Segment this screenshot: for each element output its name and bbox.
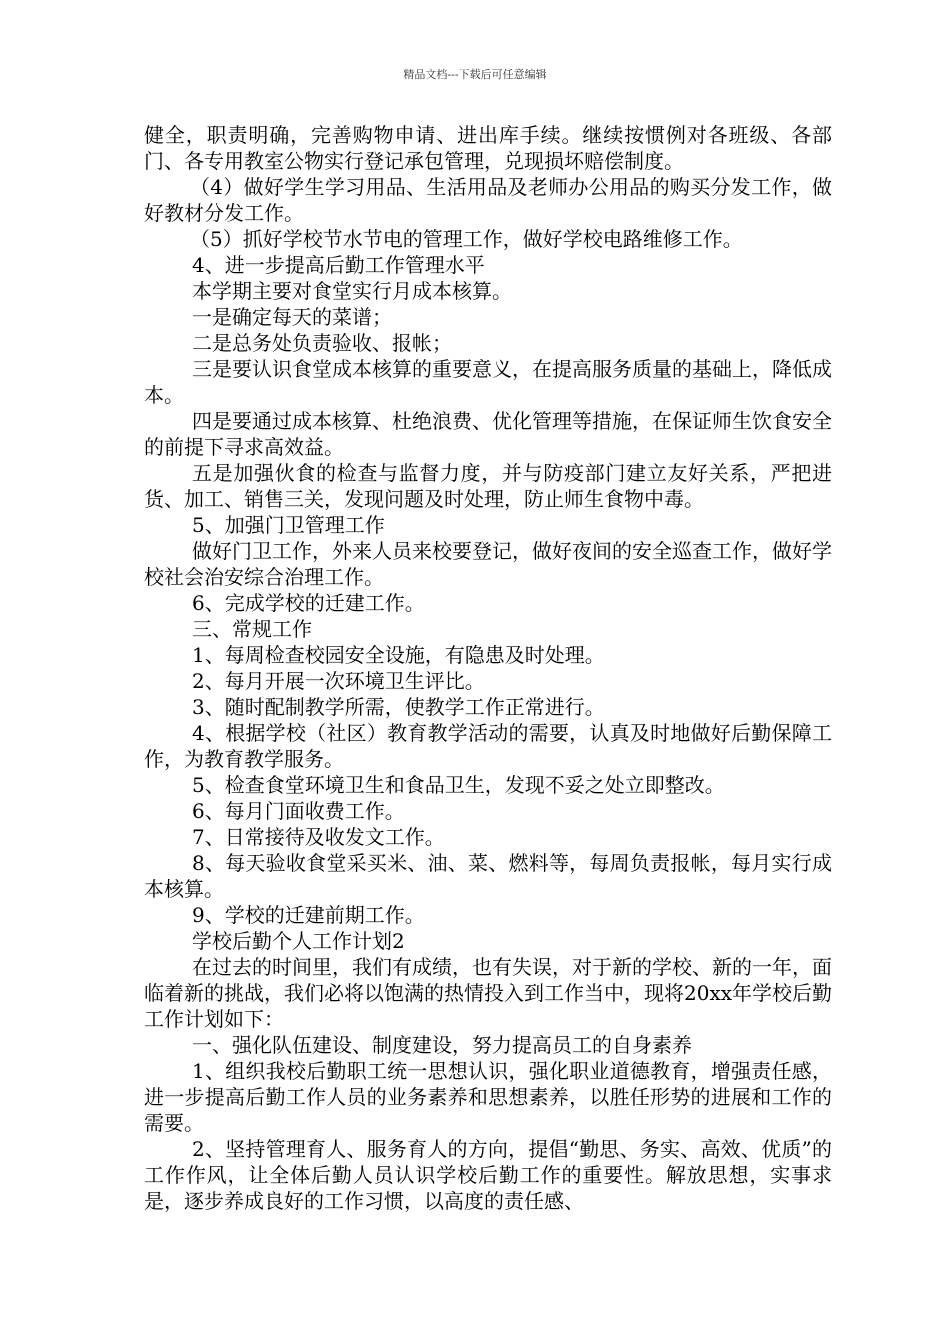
paragraph: 2、坚持管理育人、服务育人的方向，提倡“勤思、务实、高效、优质”的工作作风，让全体后勤人员认识学校后勤工作的重要性。解放思想，实事求是，逐步养成良好的工作习惯，以高度的责任感、 — [144, 1137, 832, 1213]
document-body — [144, 122, 832, 1214]
section-heading: 5、加强门卫管理工作 — [192, 513, 385, 537]
section-heading: 4、进一步提高后勤工作管理水平 — [192, 253, 485, 277]
list-item: 4、根据学校（社区）教育教学活动的需要，认真及时地做好后勤保障工作，为教育教学服务。 — [144, 721, 832, 771]
paragraph: 1、组织我校后勤职工统一思想认识，强化职业道德教育，增强责任感，进一步提高后勤工作人员的业务素养和思想素养，以胜任形势的进展和工作的需要。 — [144, 1059, 832, 1135]
paragraph: 三是要认识食堂成本核算的重要意义，在提高服务质量的基础上，降低成本。 — [144, 357, 832, 407]
section-heading: 三、常规工作 — [192, 617, 312, 641]
list-item: 2、每月开展一次环境卫生评比。 — [192, 669, 485, 693]
list-item: 6、每月门面收费工作。 — [192, 799, 405, 823]
section-heading: 6、完成学校的迁建工作。 — [192, 591, 425, 615]
paragraph: （5）抓好学校节水节电的管理工作，做好学校电路维修工作。 — [190, 227, 743, 251]
list-item: 9、学校的迁建前期工作。 — [192, 903, 425, 927]
list-item: 7、日常接待及收发文工作。 — [192, 825, 445, 849]
paragraph: 一是确定每天的菜谱； — [192, 305, 392, 329]
list-item: 1、每周检查校园安全设施，有隐患及时处理。 — [192, 643, 605, 667]
paragraph: 本学期主要对食堂实行月成本核算。 — [192, 279, 512, 303]
paragraph: 四是要通过成本核算、杜绝浪费、优化管理等措施，在保证师生饮食安全的前提下寻求高效益。 — [144, 409, 832, 459]
list-item: 8、每天验收食堂采买米、油、菜、燃料等，每周负责报帐，每月实行成本核算。 — [144, 851, 832, 901]
document-title: 学校后勤个人工作计划2 — [192, 929, 405, 953]
page-header: 精品文档---下载后可任意编辑 — [403, 68, 547, 81]
paragraph: 五是加强伙食的检查与监督力度，并与防疫部门建立友好关系，严把进货、加工、销售三关，发现问题及时处理，防止师生食物中毒。 — [144, 461, 832, 511]
list-item: 3、随时配制教学所需，使教学工作正常进行。 — [192, 695, 605, 719]
paragraph: 在过去的时间里，我们有成绩，也有失误，对于新的学校、新的一年，面临着新的挑战，我们必将以饱满的热情投入到工作当中，现将20xx年学校后勤工作计划如下： — [144, 955, 833, 1031]
paragraph: （4）做好学生学习用品、生活用品及老师办公用品的购买分发工作，做好教材分发工作。 — [144, 175, 832, 225]
list-item: 5、检查食堂环境卫生和食品卫生，发现不妥之处立即整改。 — [192, 773, 725, 797]
paragraph: 二是总务处负责验收、报帐； — [192, 331, 452, 355]
section-heading: 一、强化队伍建设、制度建设，努力提高员工的自身素养 — [192, 1033, 692, 1057]
paragraph: 健全，职责明确，完善购物申请、进出库手续。继续按惯例对各班级、各部门、各专用教室公物实行登记承包管理，兑现损坏赔偿制度。 — [144, 123, 832, 173]
paragraph: 做好门卫工作，外来人员来校要登记，做好夜间的安全巡查工作，做好学校社会治安综合治理工作。 — [144, 539, 832, 589]
